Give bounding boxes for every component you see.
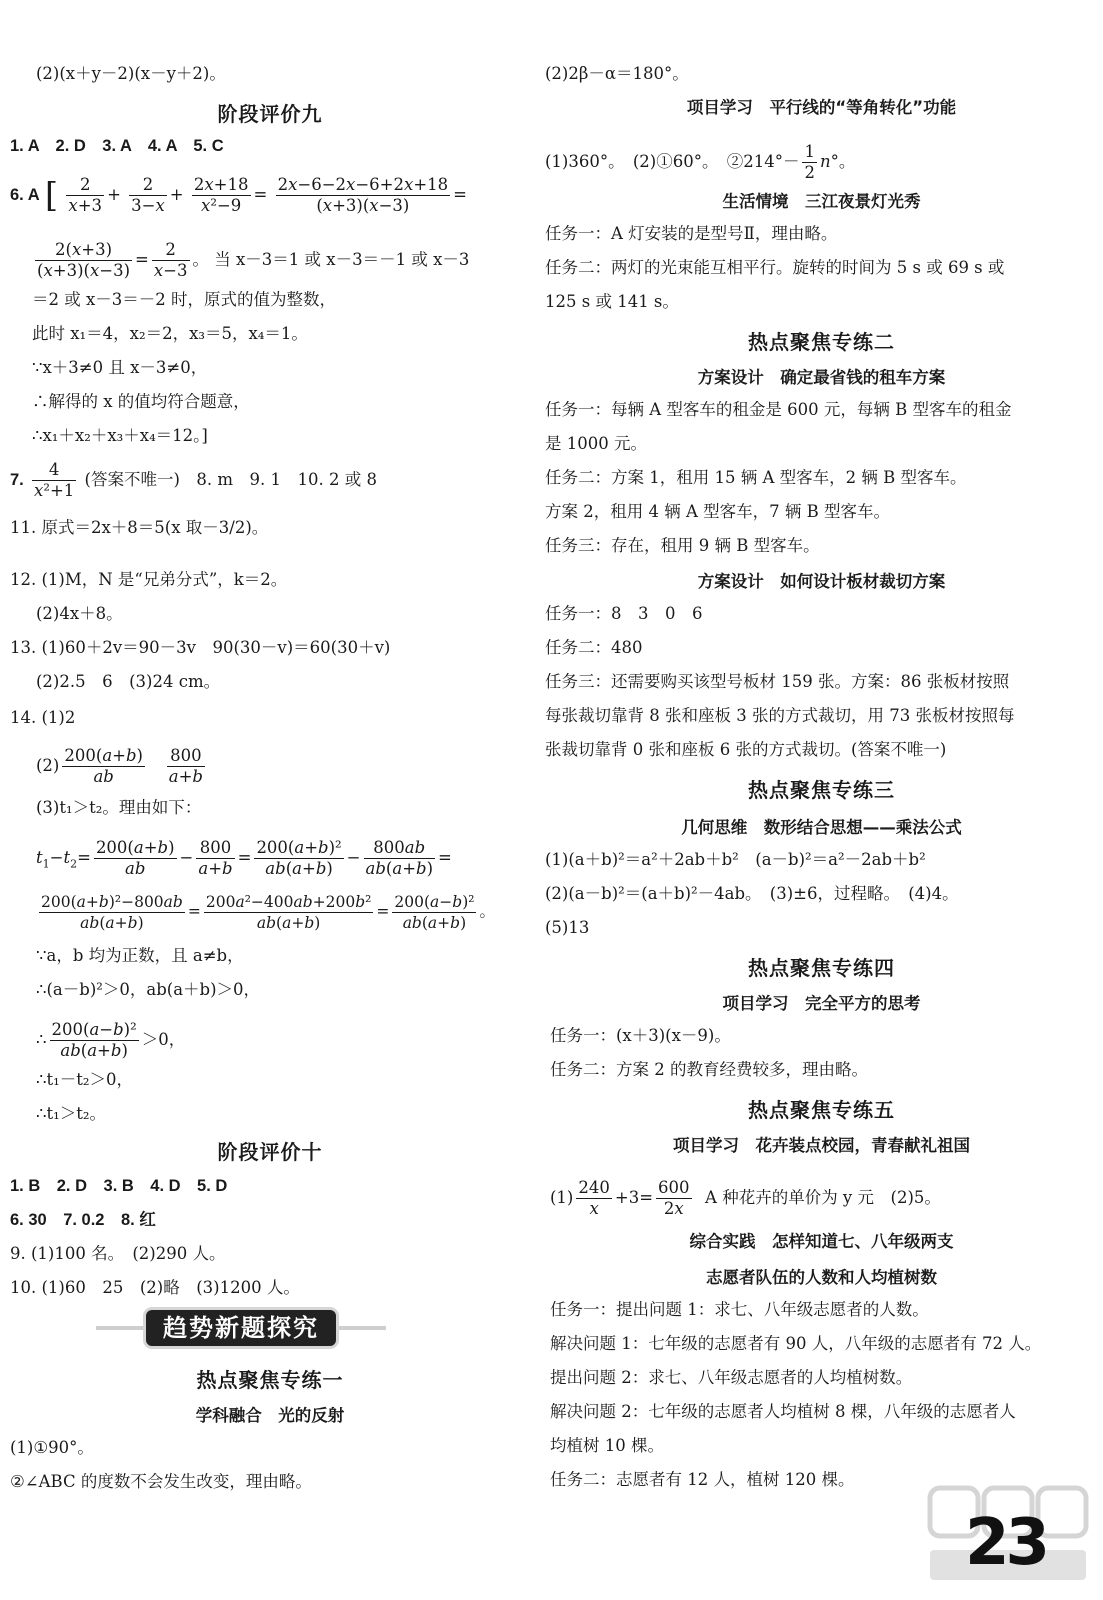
sub-heading: 志愿者队伍的人数和人均植树数 — [706, 1268, 937, 1287]
answer-line: ∵x＋3≠0 且 x－3≠0， — [32, 358, 208, 377]
fraction: $\frac{800}{a+b}$ — [168, 746, 203, 786]
banner-ray — [336, 1326, 386, 1330]
fraction: $\frac{\text{200(a−b)²}}{ab(a+b)}$ — [394, 893, 475, 932]
answer-text: 当 x－3＝1 或 x－3＝－1 或 x－3 — [214, 250, 470, 269]
sub-heading: 项目学习 花卉装点校园，青春献礼祖国 — [673, 1136, 970, 1155]
fraction: $\frac{2}{3-x}$ — [131, 175, 165, 215]
answer-line: 11. 原式＝2x＋8＝5(x 取－3/2)。 — [10, 518, 269, 537]
sub-heading: 综合实践 怎样知道七、八年级两支 — [689, 1232, 954, 1251]
answer-line: 1. B 2. D 3. B 4. D 5. D — [10, 1177, 228, 1195]
answer-line-r02: (1)360°。 (2)①60°。 ②214°－ $\frac{1}{2}$ n°。 — [545, 142, 856, 182]
section-heading: 热点聚焦专练四 — [748, 956, 895, 980]
fraction: $\frac{2x-6-2x-6+2x+18}{(x+3)(x-3)}$ — [277, 175, 449, 215]
answer-line: 每张裁切靠背 8 张和座板 3 张的方式裁切，用 73 张板材按照每 — [545, 706, 1015, 725]
sub-heading: 学科融合 光的反射 — [195, 1406, 345, 1425]
answer-line: ∵a，b 均为正数，且 a≠b， — [36, 946, 244, 965]
bracket-open: [ — [44, 175, 59, 216]
fraction: $\frac{200(a+b)}{ab}$ — [95, 838, 175, 878]
answer-line: 任务二：方案 1，租用 15 辆 A 型客车，2 辆 B 型客车。 — [545, 468, 967, 487]
answer-line: (2)(x＋y－2)(x－y＋2)。 — [36, 64, 226, 83]
answer-line: 均植树 10 棵。 — [550, 1436, 664, 1455]
answer-line: (3)t₁＞t₂。理由如下： — [36, 798, 202, 817]
answer-line: (5)13 — [545, 918, 590, 937]
section-heading: 热点聚焦专练五 — [748, 1098, 895, 1122]
answer-line: 14. (1)2 — [10, 708, 76, 727]
fraction: $\frac{2}{x+3}$ — [68, 175, 103, 215]
answer-line: 任务二：480 — [545, 638, 643, 657]
sub-heading: 项目学习 平行线的“等角转化”功能 — [686, 98, 957, 117]
answer-line: 此时 x₁＝4，x₂＝2，x₃＝5，x₄＝1。 — [32, 324, 308, 343]
answer-line: 方案 2，租用 4 辆 A 型客车，7 辆 B 型客车。 — [545, 502, 890, 521]
answer-line-q6-2: $\frac{2(x+3)}{(x+3)(x-3)}$ = $\frac{2}{x-3}$ 。 当 x－3＝1 或 x－3＝－1 或 x－3 — [37, 240, 470, 280]
question-number: 6. A — [10, 186, 40, 204]
answer-line: 10. (1)60 25 (2)略 (3)1200 人。 — [10, 1278, 300, 1297]
answer-line: 13. (1)60＋2v＝90－3v 90(30－v)＝60(30＋v) — [10, 638, 391, 657]
sub-heading: 几何思维 数形结合思想——乘法公式 — [681, 818, 962, 837]
answer-text: (1)360°。 (2)①60°。 ②214°－ — [545, 152, 800, 171]
answer-line-q7 — [10, 460, 377, 501]
answer-line: 提出问题 2：求七、八年级志愿者的人均植树数。 — [550, 1368, 913, 1387]
answer-line: ∴t₁－t₂＞0， — [36, 1070, 133, 1089]
answer-line: 任务二：两灯的光束能互相平行。旋转的时间为 5 s 或 69 s 或 — [545, 258, 1005, 277]
answer-line: 任务一：提出问题 1：求七、八年级志愿者的人数。 — [550, 1300, 929, 1319]
fraction: $\frac{2(x+3)}{(x+3)(x-3)}$ — [37, 240, 131, 280]
answer-line: 任务一：8 3 0 6 — [545, 604, 703, 623]
answer-line: 任务一：(x＋3)(x－9)。 — [550, 1026, 731, 1045]
answer-line: (2)4x＋8。 — [36, 604, 123, 623]
section-heading: 阶段评价十 — [217, 1140, 323, 1164]
answer-text: A 种花卉的单价为 y 元 (2)5。 — [705, 1188, 941, 1207]
answer-line: 任务一：A 灯安装的是型号Ⅱ，理由略。 — [545, 224, 838, 243]
sub-heading: 方案设计 如何设计板材裁切方案 — [697, 572, 946, 591]
answer-line: (1)(a＋b)²＝a²＋2ab＋b² (a－b)²＝a²－2ab＋b² — [545, 850, 926, 869]
answer-line: 任务二：志愿者有 12 人，植树 120 棵。 — [550, 1470, 855, 1489]
sub-heading: 生活情境 三江夜景灯光秀 — [722, 192, 921, 211]
fraction: $\frac{\text{200(a+b)²}}{ab(a+b)}$ — [256, 838, 342, 878]
fraction: $\frac{2}{x-3}$ — [153, 240, 188, 280]
answer-line: ∴解得的 x 的值均符合题意， — [32, 392, 250, 411]
question-number: 7. — [10, 471, 24, 489]
sub-heading: 方案设计 确定最省钱的租车方案 — [697, 368, 946, 387]
answer-line: 6. 30 7. 0.2 8. 红 — [10, 1211, 156, 1229]
section-heading: 阶段评价九 — [217, 102, 323, 126]
answer-line-r21: (1) $\frac{240}{x}$ +3= $\frac{600}{2x}$ A 种花卉的单价为 y 元 (2)5。 — [550, 1178, 941, 1218]
answer-line: ＝2 或 x－3＝－2 时，原式的值为整数， — [32, 290, 337, 309]
answer-line: 解决问题 2：七年级的志愿者人均植树 8 棵，八年级的志愿者人 — [550, 1402, 1016, 1421]
section-heading: 热点聚焦专练一 — [196, 1368, 344, 1392]
answer-line: 是 1000 元。 — [545, 434, 647, 453]
fraction: $\frac{200(a+b)}{ab}$ — [64, 746, 143, 786]
answer-line: ②∠ABC 的度数不会发生改变，理由略。 — [10, 1472, 312, 1491]
answer-line: 解决问题 1：七年级的志愿者有 90 人，八年级的志愿者有 72 人。 — [550, 1334, 1042, 1353]
answer-line: (2)2.5 6 (3)24 cm。 — [36, 672, 221, 691]
answer-line: ∴x₁＋x₂＋x₃＋x₄＝12。] — [32, 426, 208, 445]
answer-line: ∴t₁＞t₂。 — [36, 1104, 106, 1123]
answer-line: 任务一：每辆 A 型客车的租金是 600 元，每辆 B 型客车的租金 — [545, 400, 1012, 419]
fraction: $\frac{800ab}{ab(a+b)}$ — [365, 838, 434, 878]
answer-line: 1. A 2. D 3. A 4. A 5. C — [10, 137, 224, 155]
fraction: $\frac{\text{200(a+b)²−800ab}}{ab(a+b)}$ — [41, 893, 183, 932]
fraction: $\frac{240}{x}$ — [578, 1178, 610, 1218]
answer-line-q6: 6. A [ $\frac{2}{x+3}$ + $\frac{2}{3-x}$ + $\frac{2x+18}{\text{x²−9}}$ = $\frac{2x-6-2x-6+2x+18}{(x+3)(x-3)}$ = — [10, 175, 467, 216]
banner-ray — [96, 1326, 146, 1330]
formula-line: $\frac{\text{200(a+b)²−800ab}}{ab(a+b)}$ = $\frac{\text{200a²−400ab+200b²}}{ab(a+b)}$ = $\frac{\text{200(a−b)²}}{ab(a+b)}$ 。 — [41, 893, 495, 932]
answer-line: 任务二：方案 2 的教育经费较多，理由略。 — [550, 1060, 868, 1079]
answer-line: (2)2β－α＝180°。 — [545, 64, 689, 83]
formula-line: ∴ $\frac{\text{200(a−b)²}}{ab(a+b)}$ ＞0， — [36, 1020, 186, 1060]
formula-line: $t_1-t_2=$ $\frac{200(a+b)}{ab}$ − $\frac{800}{a+b}$ = $\frac{\text{200(a+b)²}}{ab(a+b)}$ − $\frac{800ab}{ab(a+b)}$ = — [36, 838, 452, 878]
fraction: $\frac{\text{200(a−b)²}}{ab(a+b)}$ — [51, 1020, 137, 1060]
answer-line-q14-2: (2) $\frac{200(a+b)}{ab}$ $\frac{800}{a+b}$ — [36, 746, 203, 786]
section-banner — [96, 1306, 386, 1350]
answer-line: 125 s 或 141 s。 — [545, 292, 679, 311]
section-heading: 热点聚焦专练二 — [748, 330, 895, 354]
answer-line: 12. (1)M，N 是“兄弟分式”，k＝2。 — [10, 570, 288, 589]
fraction: $\frac{800}{a+b}$ — [198, 838, 233, 878]
answer-line: 9. (1)100 名。 (2)290 人。 — [10, 1244, 226, 1263]
page-number: 23 — [965, 1506, 1047, 1580]
answer-line: 任务三：还需要购买该型号板材 159 张。方案：86 张板材按照 — [545, 672, 1010, 691]
fraction: $\frac{600}{2x}$ — [658, 1178, 690, 1218]
answer-line: (1)①90°。 — [10, 1438, 94, 1457]
sub-heading: 项目学习 完全平方的思考 — [722, 994, 921, 1013]
answer-line: 张裁切靠背 0 张和座板 6 张的方式裁切。(答案不唯一) — [545, 740, 947, 759]
answer-line: (2)(a－b)²＝(a＋b)²－4ab。 (3)±6，过程略。 (4)4。 — [545, 884, 959, 903]
fraction: $\frac{4}{\text{x²+1}}$ — [34, 460, 75, 500]
fraction: $\frac{2x+18}{\text{x²−9}}$ — [193, 175, 249, 215]
section-heading: 热点聚焦专练三 — [748, 778, 895, 802]
fraction: $\frac{1}{2}$ — [804, 142, 815, 182]
banner-title: 趋势新题探究 — [163, 1314, 319, 1342]
answer-line: ∴(a－b)²＞0，ab(a＋b)＞0， — [36, 980, 261, 999]
answer-text: (答案不唯一) 8. m 9. 1 10. 2 或 8 — [84, 470, 377, 489]
answer-line: 任务三：存在，租用 9 辆 B 型客车。 — [545, 536, 820, 555]
fraction: $\frac{\text{200a²−400ab+200b²}}{ab(a+b)}$ — [205, 893, 372, 932]
